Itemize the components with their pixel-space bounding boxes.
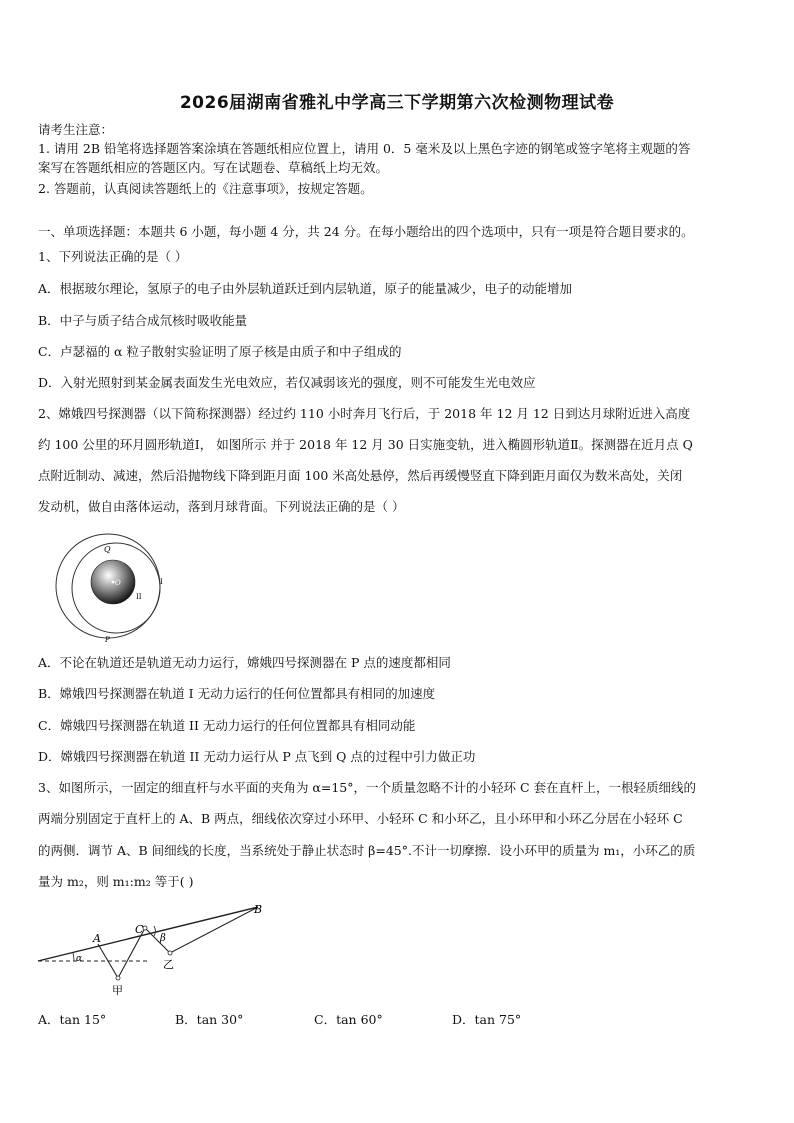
label-II: II xyxy=(136,593,142,601)
notice-item-1: 1. 请用 2B 铅笔将选择题答案涂填在答题纸相应位置上，请用 0．5 毫米及以上黑色字迹的钢笔或签字笔将主观题的答 xyxy=(38,141,691,156)
rod xyxy=(38,907,258,961)
question-3-option-c: C．tan 60° xyxy=(314,1012,383,1027)
question-2-stem-line4: 发动机，做自由落体运动，落到月球背面。下列说法正确的是（ ） xyxy=(38,499,405,514)
ring-c xyxy=(143,926,147,930)
label-C: C xyxy=(135,923,144,936)
label-alpha: α xyxy=(76,954,83,964)
label-P: P xyxy=(105,636,110,644)
label-A: A xyxy=(93,932,101,945)
question-3-stem-line4: 量为 m₂，则 m₁:m₂ 等于( ) xyxy=(38,874,194,889)
alpha-arc xyxy=(73,953,74,961)
question-1-option-b: B．中子与质子结合成氘核时吸收能量 xyxy=(38,313,248,328)
question-3-stem-line2: 两端分别固定于直杆上的 A、B 两点，细线依次穿过小环甲、小轻环 C 和小环乙，且小环甲和小环乙分居在小轻环 C xyxy=(38,811,683,826)
question-1-stem: 1、下列说法正确的是（ ） xyxy=(38,249,188,264)
question-3-stem-line1: 3、如图所示，一固定的细直杆与水平面的夹角为 α=15°，一个质量忽略不计的小轻环 C 套在直杆上，一根轻质细线的 xyxy=(38,780,697,795)
notice-item-1-cont: 案写在答题纸相应的答题区内。写在试题卷、草稿纸上均无效。 xyxy=(38,160,389,175)
question-2-stem-line1: 2、嫦娥四号探测器（以下简称探测器）经过约 110 小时奔月飞行后，于 2018 年 12 月 12 日到达月球附近进入高度 xyxy=(38,406,691,421)
question-1-option-d: D．入射光照射到某金属表面发生光电效应，若仅减弱该光的强度，则不可能发生光电效应 xyxy=(38,375,536,390)
question-2-option-a: A．不论在轨道还是轨道无动力运行，嫦娥四号探测器在 P 点的速度都相同 xyxy=(38,655,451,670)
question-1-option-c: C．卢瑟福的 α 粒子散射实验证明了原子核是由质子和中子组成的 xyxy=(38,344,402,359)
center-point xyxy=(112,581,115,584)
string xyxy=(98,907,258,978)
notice-heading: 请考生注意： xyxy=(38,122,114,137)
notice-item-2: 2. 答题前，认真阅读答题纸上的《注意事项》，按规定答题。 xyxy=(38,181,373,196)
question-2-stem-line2: 约 100 公里的环月圆形轨道Ⅰ， 如图所示 并于 2018 年 12 月 30 日实施变轨，进入椭圆形轨道Ⅱ。探测器在近月点 Q xyxy=(38,437,693,452)
rod-diagram xyxy=(36,898,272,998)
label-yi: 乙 xyxy=(163,958,174,971)
ring-jia xyxy=(116,976,120,980)
orbit-diagram xyxy=(52,530,170,645)
question-3-option-b: B．tan 30° xyxy=(175,1012,244,1027)
label-beta: β xyxy=(160,933,166,944)
page-title: 2026届湖南省雅礼中学高三下学期第六次检测物理试卷 xyxy=(179,93,615,113)
question-2-option-d: D．嫦娥四号探测器在轨道 II 无动力运行从 P 点飞到 Q 点的过程中引力做正功 xyxy=(38,749,476,764)
question-3-stem-line3: 的两侧．调节 A、B 间细线的长度，当系统处于静止状态时 β=45°.不计一切摩擦．设小环甲的质量为 m₁，小环乙的质 xyxy=(38,843,696,858)
question-2-option-b: B．嫦娥四号探测器在轨道 I 无动力运行的任何位置都具有相同的加速度 xyxy=(38,686,436,701)
label-Q: Q xyxy=(104,545,111,554)
beta-arc xyxy=(154,926,155,936)
label-I: I xyxy=(160,578,163,586)
question-1-option-a: A．根据玻尔理论，氢原子的电子由外层轨道跃迁到内层轨道，原子的能量减少，电子的动能增加 xyxy=(38,281,573,296)
question-2-option-c: C．嫦娥四号探测器在轨道 II 无动力运行的任何位置都具有相同动能 xyxy=(38,718,416,733)
label-B: B xyxy=(254,903,263,916)
question-3-option-d: D．tan 75° xyxy=(452,1012,522,1027)
ring-yi xyxy=(168,951,172,955)
question-3-option-a: A．tan 15° xyxy=(38,1012,107,1027)
label-O: O xyxy=(115,579,121,587)
question-2-stem-line3: 点附近制动、减速，然后沿抛物线下降到距月面 100 米高处悬停，然后再缓慢竖直下降到距月面仅为数米高处，关闭 xyxy=(38,468,683,483)
section-heading: 一、单项选择题：本题共 6 小题，每小题 4 分，共 24 分。在每小题给出的四个选项中，只有一项是符合题目要求的。 xyxy=(38,224,694,239)
label-jia: 甲 xyxy=(112,984,123,997)
